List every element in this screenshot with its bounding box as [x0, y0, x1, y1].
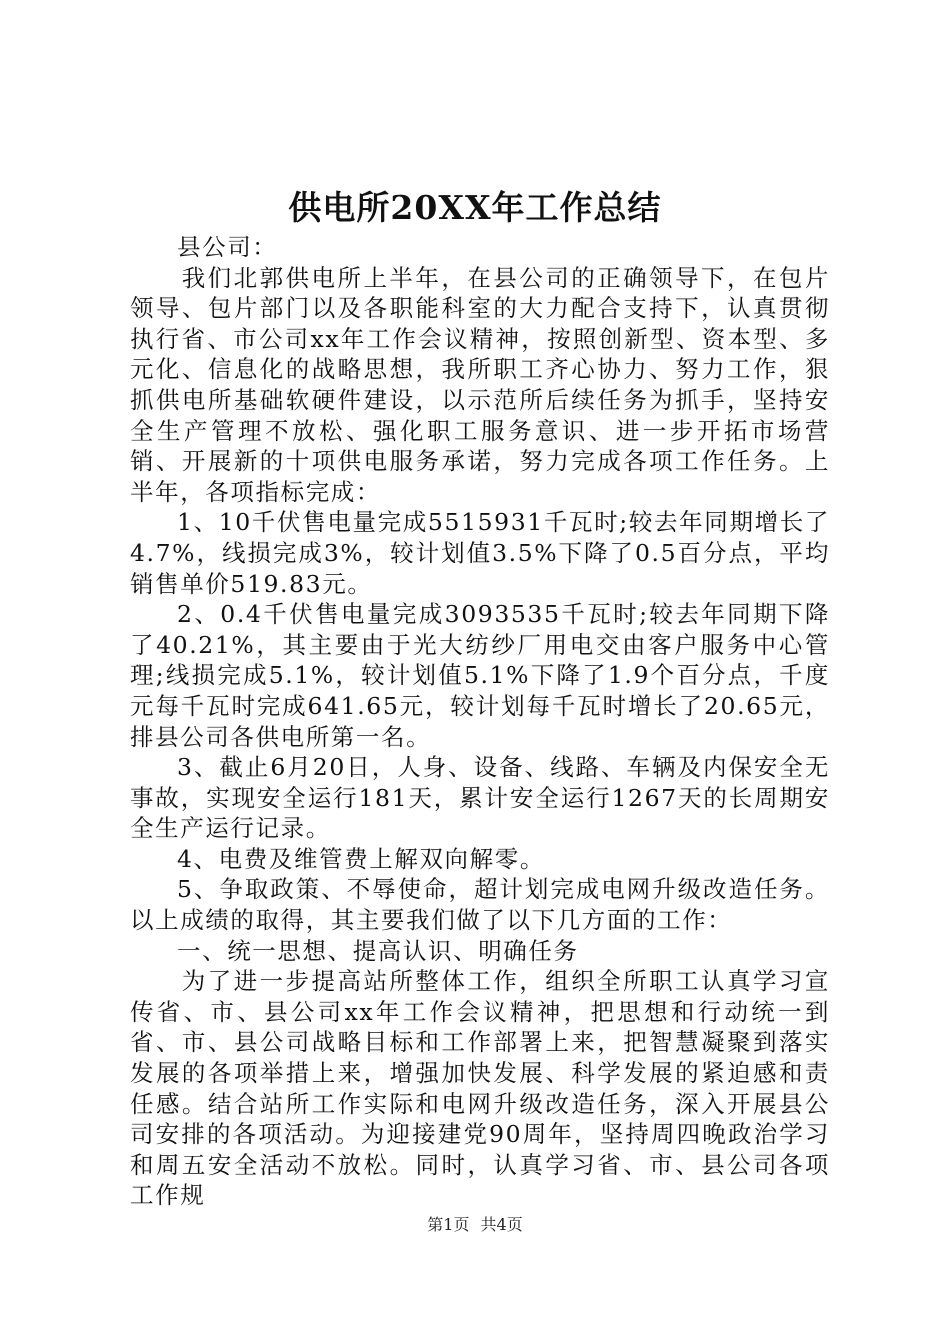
paragraph-item-2: 2、0.4千伏售电量完成3093535千瓦时;较去年同期下降了40.21%，其主要由于光大纺纱厂用电交由客户服务中心管理;线损完成5.1%，较计划值5.1%下降了1.9个百分点，千度元每千瓦时完成641.65元，较计划每千瓦时增长了20.65元，排县公司各供电所第一名。: [130, 600, 830, 751]
paragraph-intro: 我们北郭供电所上半年，在县公司的正确领导下，在包片领导、包片部门以及各职能科室的大力配合支持下，认真贯彻执行省、市公司xx年工作会议精神，按照创新型、资本型、多元化、信息化的战略思想，我所职工齐心协力、努力工作，狠抓供电所基础软硬件建设，以示范所后续任务为抓手，坚持安全生产管理不放松、强化职工服务意识、进一步开拓市场营销、开展新的十项供电服务承诺，努力完成各项工作任务。上半年，各项指标完成：: [130, 263, 830, 506]
page-footer: [0, 1214, 950, 1236]
paragraph-item-4: 4、电费及维管费上解双向解零。: [177, 844, 545, 873]
salutation: 县公司：: [177, 233, 278, 261]
page-number: 第1页: [427, 1215, 470, 1234]
paragraph-item-1: 1、10千伏售电量完成5515931千瓦时;较去年同期增长了4.7%，线损完成3%，较计划值3.5%下降了0.5百分点，平均销售单价519.83元。: [130, 508, 830, 598]
section-heading-1: 一、统一思想、提高认识、明确任务: [177, 936, 579, 965]
paragraph-item-3: 3、截止6月20日，人身、设备、线路、车辆及内保安全无事故，实现安全运行181天，累计安全运行1267天的长周期安全生产运行记录。: [130, 753, 830, 843]
document-title: 供电所20XX年工作总结: [288, 188, 662, 227]
paragraph-section-1: 为了进一步提高站所整体工作，组织全所职工认真学习宣传省、市、县公司xx年工作会议精神，把思想和行动统一到省、市、县公司战略目标和工作部署上来，把智慧凝聚到落实发展的各项举措上来，增强加快发展、科学发展的紧迫感和责任感。结合站所工作实际和电网升级改造任务，深入开展县公司安排的各项活动。为迎接建党90周年，坚持周四晚政治学习和周五安全活动不放松。同时，认真学习省、市、县公司各项工作规: [130, 967, 830, 1210]
page-total: 共4页: [480, 1215, 523, 1234]
document-body: [130, 232, 830, 1211]
paragraph-item-5: 5、争取政策、不辱使命，超计划完成电网升级改造任务。以上成绩的取得，其主要我们做了以下几方面的工作：: [130, 875, 830, 935]
